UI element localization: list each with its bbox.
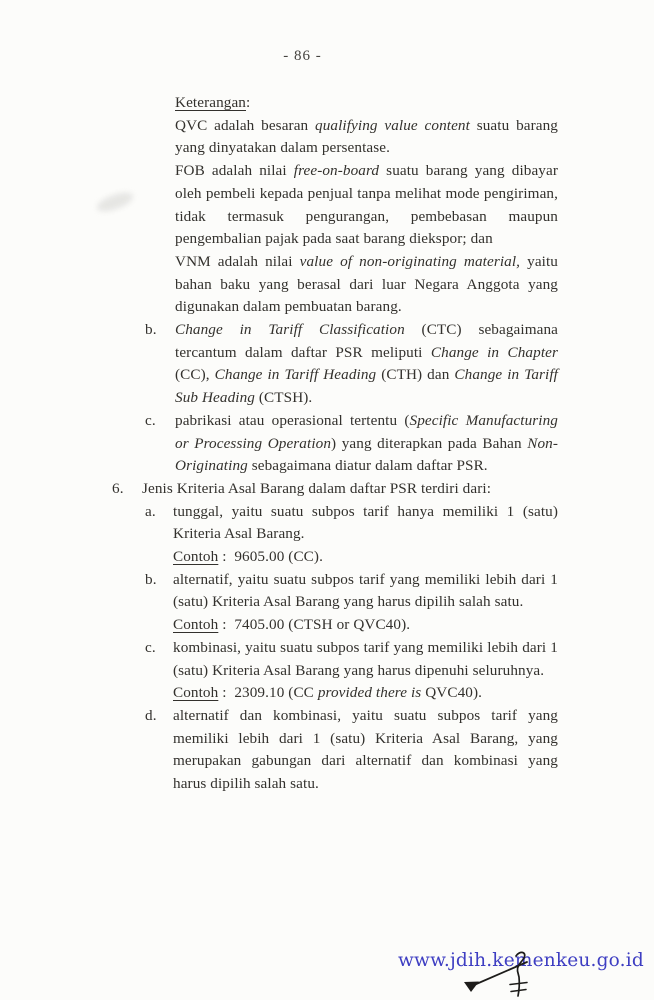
paragraph-fob: FOB adalah nilai free-on-board suatu barang yang dibayar oleh pembeli kepada penjual tanpa melihat mode pengiriman, tidak termasuk pengurangan, pembebasan maupun pengembalian pajak pada saat barang diekspor; dan: [175, 162, 558, 248]
list-item-c: [145, 410, 558, 478]
paragraph-qvc: QVC adalah besaran qualifying value content suatu barang yang dinyatakan dalam persentase.: [175, 116, 558, 157]
subitem-text: alternatif, yaitu suatu subpos tarif yang memiliki lebih dari 1 (satu) Kriteria Asal Barang yang harus dipilih salah satu.: [173, 570, 558, 611]
list-marker: b.: [145, 321, 157, 339]
signature-mark: [430, 948, 540, 1000]
list-item-6: [112, 478, 558, 501]
list-marker: c.: [145, 411, 156, 429]
keterangan-heading: Keterangan:: [175, 94, 251, 111]
contoh-line: Contoh : 2309.10 (CC provided there is QVC40).: [173, 684, 483, 702]
subitem-b: [145, 569, 558, 637]
list-marker: 6.: [112, 479, 124, 497]
subitem-text: kombinasi, yaitu suatu subpos tarif yang memiliki lebih dari 1 (satu) Kriteria Asal Barang yang harus dipenuhi seluruhnya.: [173, 638, 558, 679]
contoh-line: Contoh : 7405.00 (CTSH or QVC40).: [173, 616, 411, 634]
list-item-text: Change in Tariff Classification (CTC) sebagaimana tercantum dalam daftar PSR meliputi Change in Chapter (CC), Change in Tariff Heading (CTH) dan Change in Tariff Sub Heading (CTSH).: [175, 321, 559, 407]
subitem-text: alternatif dan kombinasi, yaitu suatu subpos tarif yang memiliki lebih dari 1 (satu) Kriteria Asal Barang, yang merupakan gabungan dari alternatif dan kombinasi yang harus dipilih salah satu.: [173, 706, 558, 793]
list-item-text: Jenis Kriteria Asal Barang dalam daftar PSR terdiri dari:: [142, 479, 492, 497]
keterangan-section: [175, 92, 558, 319]
paragraph-vnm: VNM adalah nilai value of non-originating material, yaitu bahan baku yang berasal dari luar Negara Anggota yang digunakan dalam pembuatan barang.: [175, 252, 559, 316]
list-marker: a.: [145, 502, 156, 520]
contoh-line: Contoh : 9605.00 (CC).: [173, 548, 323, 566]
page-number: - 86 -: [283, 48, 322, 64]
list-marker: c.: [145, 638, 156, 656]
document-body: [0, 92, 654, 796]
subitem-d: [145, 705, 558, 796]
list-item-b: [145, 319, 559, 410]
list-marker: d.: [145, 706, 157, 724]
list-marker: b.: [145, 570, 157, 588]
subitem-text: tunggal, yaitu suatu subpos tarif hanya memiliki 1 (satu) Kriteria Asal Barang.: [173, 502, 558, 543]
subitem-c: [145, 637, 558, 705]
watermark-url: www.jdih.kemenkeu.go.id: [398, 950, 644, 971]
signature-paraf-mark: [510, 952, 527, 996]
list-item-text: pabrikasi atau operasional tertentu (Specific Manufacturing or Processing Operation) yang diterapkan pada Bahan Non-Originating sebagaimana diatur dalam daftar PSR.: [175, 411, 558, 475]
subitem-a: [145, 501, 558, 569]
